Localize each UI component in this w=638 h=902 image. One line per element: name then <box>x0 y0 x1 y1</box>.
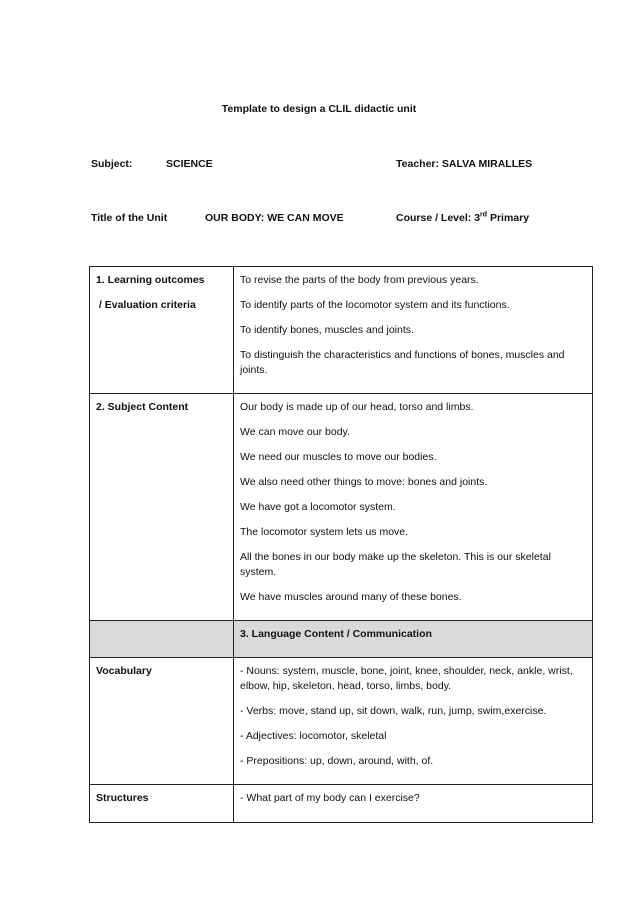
subject-content-label-cell <box>90 394 234 621</box>
list-item: We have muscles around many of these bones. <box>240 591 462 603</box>
list-item: To identify parts of the locomotor system and its functions. <box>240 299 510 311</box>
list-item: To distinguish the characteristics and functions of bones, muscles and joints. <box>240 349 565 376</box>
learning-outcomes-label-cell <box>90 267 234 394</box>
structures-cell <box>234 785 593 823</box>
list-item: The locomotor system lets us move. <box>240 526 409 538</box>
vocabulary-cell <box>234 658 593 785</box>
list-item: - Adjectives: locomotor, skeletal <box>240 730 387 742</box>
language-content-heading-cell <box>234 621 593 658</box>
list-item: We need our muscles to move our bodies. <box>240 451 437 463</box>
course-level-text: Course / Level: 3 <box>396 212 481 224</box>
list-item: All the bones in our body make up the skeleton. This is our skeletal system. <box>240 551 551 578</box>
learning-outcomes-cell <box>234 267 593 394</box>
language-content-heading: 3. Language Content / Communication <box>240 628 432 640</box>
list-item: - Nouns: system, muscle, bone, joint, knee, shoulder, neck, ankle, wrist, elbow, hip, skeleton, head, torso, limbs, body. <box>240 665 573 692</box>
structures-label-cell <box>90 785 234 823</box>
vocabulary-label-cell <box>90 658 234 785</box>
list-item: Our body is made up of our head, torso and limbs. <box>240 401 474 413</box>
list-item: To revise the parts of the body from previous years. <box>240 274 479 286</box>
subject-content-label: 2. Subject Content <box>96 401 189 413</box>
course-level <box>396 212 529 224</box>
table-row-content <box>90 394 593 621</box>
unit-title-label: Title of the Unit <box>91 212 168 224</box>
table-row-vocabulary <box>90 658 593 785</box>
subject-value: SCIENCE <box>166 158 213 170</box>
list-item: To identify bones, muscles and joints. <box>240 324 414 336</box>
list-item: We also need other things to move: bones and joints. <box>240 476 488 488</box>
list-item: We have got a locomotor system. <box>240 501 396 513</box>
course-level-superscript: rd <box>480 211 488 219</box>
subject-content-cell <box>234 394 593 621</box>
learning-outcomes-label: 1. Learning outcomes <box>96 274 205 286</box>
table-row-language <box>90 621 593 658</box>
evaluation-criteria-label: / Evaluation criteria <box>96 299 196 311</box>
course-level-suffix: Primary <box>487 212 530 224</box>
didactic-unit-table <box>89 266 593 823</box>
list-item: - Prepositions: up, down, around, with, of. <box>240 755 434 767</box>
language-empty-cell <box>90 621 234 658</box>
list-item: - What part of my body can I exercise? <box>240 792 420 804</box>
list-item: - Verbs: move, stand up, sit down, walk, run, jump, swim,exercise. <box>240 705 547 717</box>
vocabulary-label: Vocabulary <box>96 665 152 677</box>
unit-title-value: OUR BODY: WE CAN MOVE <box>205 212 344 224</box>
structures-label: Structures <box>96 792 149 804</box>
table-row-structures <box>90 785 593 823</box>
document-title: Template to design a CLIL didactic unit <box>221 103 417 115</box>
table-row-learning <box>90 267 593 394</box>
teacher-name: Teacher: SALVA MIRALLES <box>396 158 533 170</box>
subject-label: Subject: <box>91 158 133 170</box>
list-item: We can move our body. <box>240 426 350 438</box>
